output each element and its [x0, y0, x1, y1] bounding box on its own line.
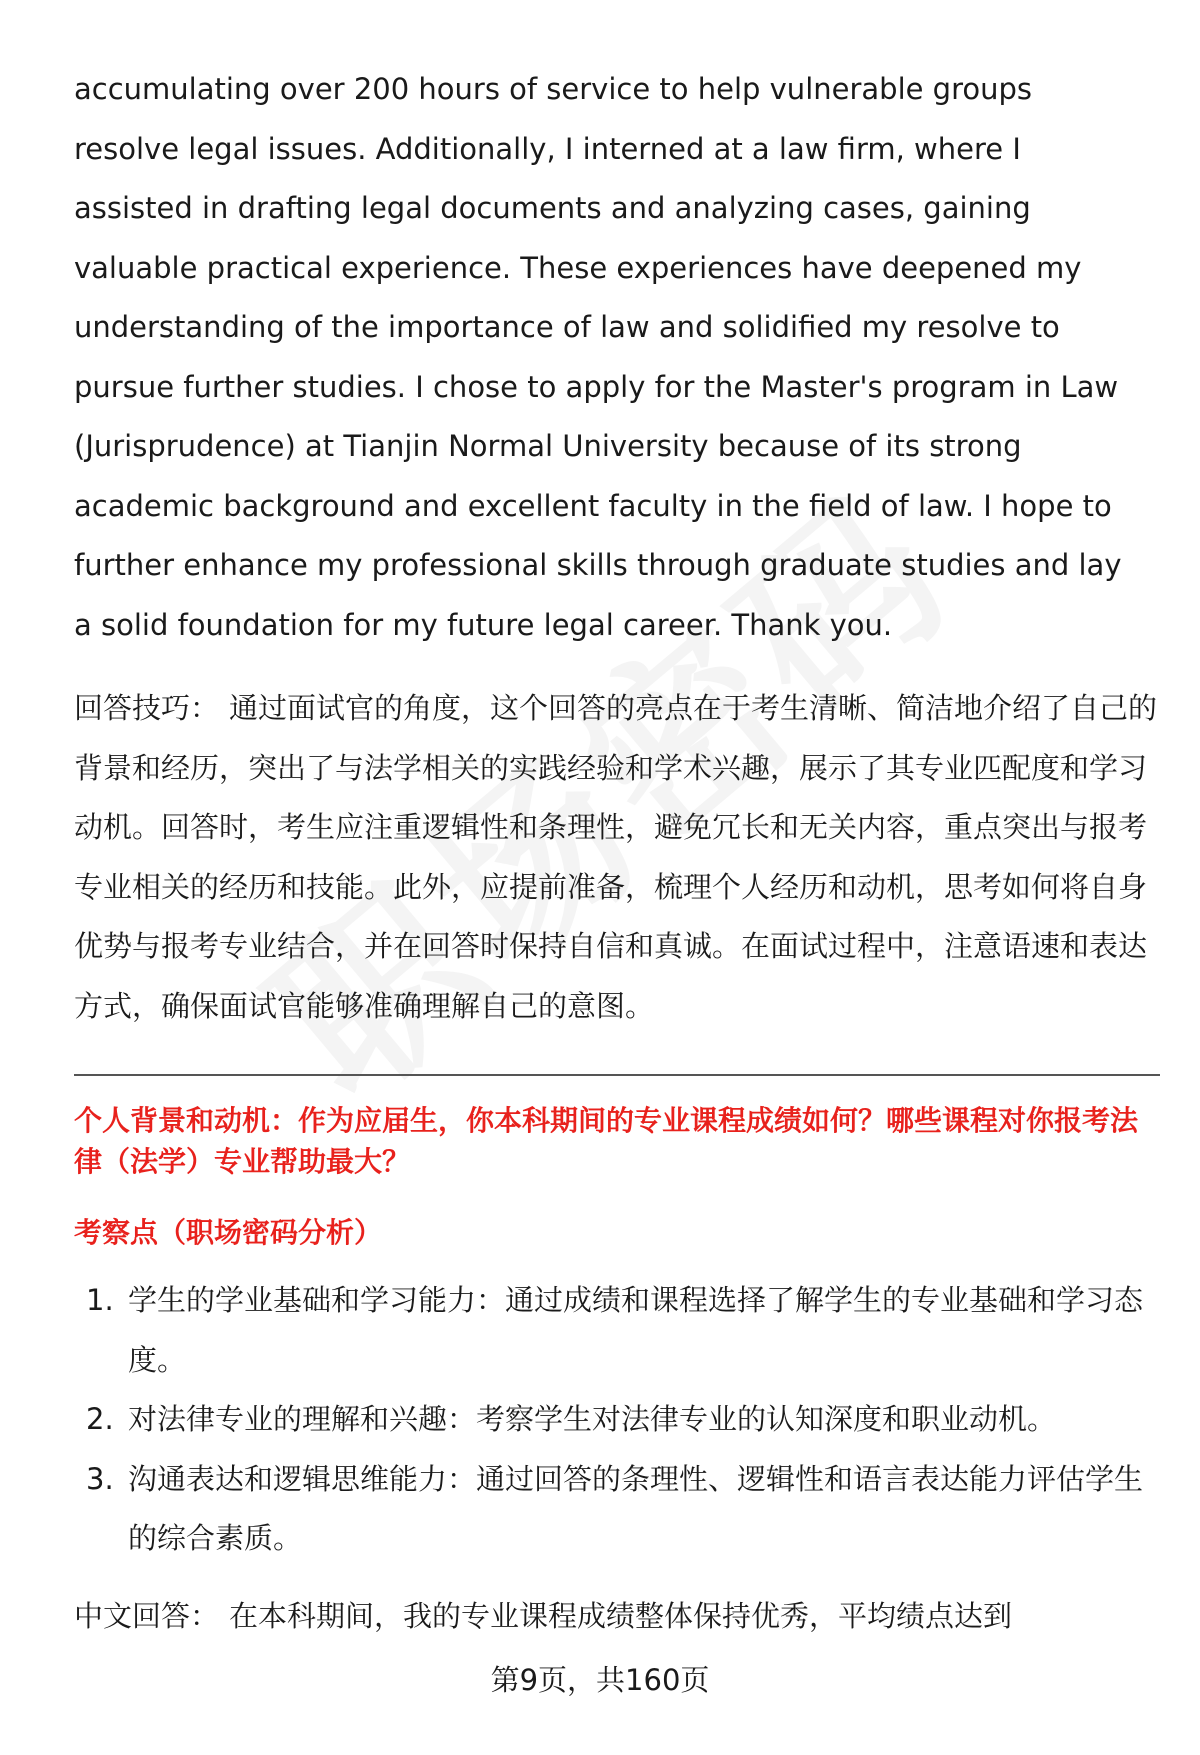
- english-answer-paragraph: accumulating over 200 hours of service to help vulnerable groups resolve legal issues. Additionally, I interned at a law firm, where I assisted in drafting legal documents and analyzing cases, gaining valuable practical experience. These experiences have deepened my understanding of the importance of law and solidified my resolve to pursue further studies. I chose to apply for the Master's program in Law (Jurisprudence) at Tianjin Normal University because of its strong academic background and excellent faculty in the field of law. I hope to further enhance my professional skills through graduate studies and lay a solid foundation for my future legal career. Thank you.: [74, 72, 1122, 642]
- page-footer: 第9页，共160页: [490, 1663, 710, 1697]
- chinese-answer-text: 在本科期间，我的专业课程成绩整体保持优秀，平均绩点达到: [229, 1598, 1013, 1633]
- answer-tip-text: 通过面试官的角度，这个回答的亮点在于考生清晰、简洁地介绍了自己的背景和经历，突出了与法学相关的实践经验和学术兴趣，展示了其专业匹配度和学习动机。回答时，考生应注重逻辑性和条理性，避免冗长和无关内容，重点突出与报考专业相关的经历和技能。此外，应提前准备，梳理个人经历和动机，思考如何将自身优势与报考专业结合，并在回答时保持自信和真诚。在面试过程中，注意语速和表达方式，确保面试官能够准确理解自己的意图。: [74, 691, 1158, 1023]
- list-item-text: 对法律专业的理解和兴趣：考察学生对法律专业的认知深度和职业动机。: [128, 1402, 1057, 1436]
- chinese-answer-paragraph: [74, 1587, 1160, 1647]
- answer-tip-paragraph: [74, 679, 1160, 1036]
- list-item: [74, 1450, 1160, 1569]
- list-item-number: 1.: [86, 1283, 114, 1317]
- assessment-points-list: [74, 1271, 1160, 1569]
- list-item-text: 沟通表达和逻辑思维能力：通过回答的条理性、逻辑性和语言表达能力评估学生的综合素质。: [128, 1461, 1144, 1555]
- list-item-number: 2.: [86, 1402, 114, 1436]
- section-divider: [74, 1074, 1160, 1076]
- answer-tip-label: 回答技巧：: [74, 691, 220, 725]
- document-page: [74, 60, 1160, 1646]
- assessment-heading: 考察点（职场密码分析）: [74, 1216, 383, 1249]
- chinese-answer-label: 中文回答：: [74, 1598, 220, 1633]
- list-item-number: 3.: [86, 1461, 114, 1496]
- list-item: [74, 1390, 1160, 1450]
- list-item: [74, 1271, 1160, 1390]
- list-item-text: 学生的学业基础和学习能力：通过成绩和课程选择了解学生的专业基础和学习态度。: [128, 1283, 1144, 1377]
- question-heading: 个人背景和动机：作为应届生，你本科期间的专业课程成绩如何？哪些课程对你报考法律（法学）专业帮助最大？: [74, 1104, 1139, 1178]
